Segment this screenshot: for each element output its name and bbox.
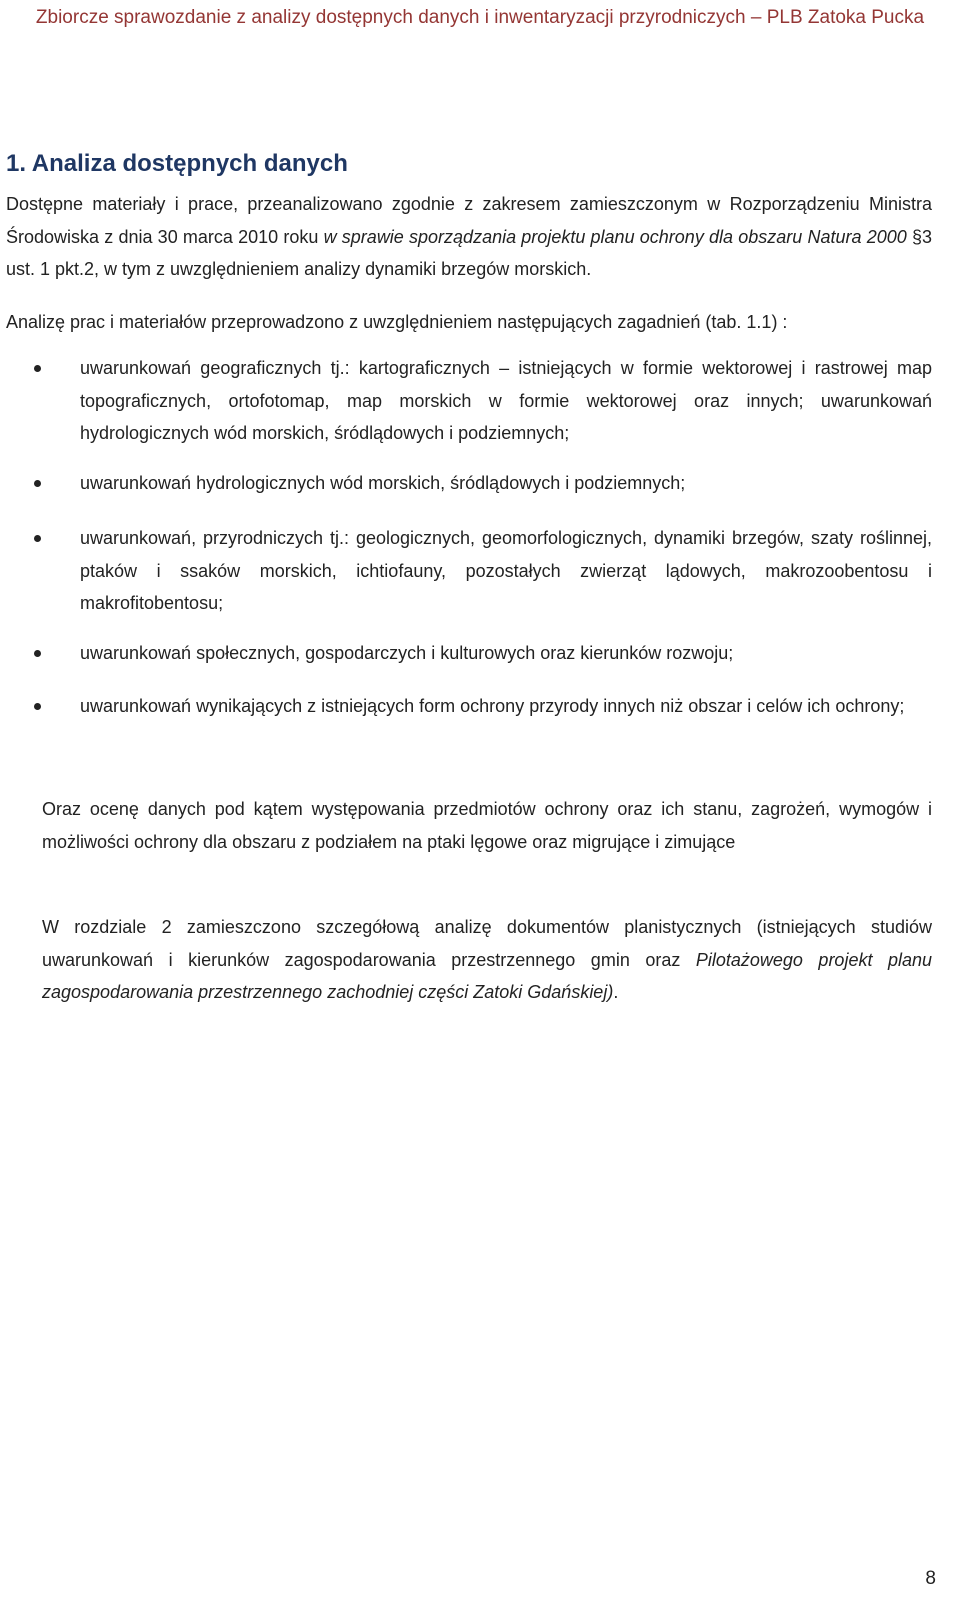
list-item-text: uwarunkowań społecznych, gospodarczych i kulturowych oraz kierunków rozwoju; [80,643,734,663]
list-item-text: uwarunkowań geograficznych tj.: kartograficznych – istniejących w formie wektorowej i rastrowej map topograficznych, ortofotomap, map morskich w formie wektorowej oraz innych; uwarunkowań hydrologicznych wód morskich, śródlądowych i podziemnych; [80,358,932,443]
intro-regulation-title: w sprawie sporządzania projektu planu ochrony dla obszaru Natura 2000 [323,226,907,247]
chapter-text-tail: . [613,982,619,1002]
bullet-icon [34,650,41,657]
bullet-icon [34,480,41,487]
chapter-text: W rozdziale 2 zamieszczono szczegółową analizę dokumentów planistycznych (istniejących studiów uwarunkowań i kierunków zagospodarowania przestrzennego gmin oraz [42,917,932,970]
page-header: Zbiorcze sprawozdanie z analizy dostępnych danych i inwentaryzacji przyrodniczych – PLB Zatoka Pucka [35,7,925,28]
list-item-text: uwarunkowań hydrologicznych wód morskich, śródlądowych i podziemnych; [80,473,686,493]
scope-paragraph: Analizę prac i materiałów przeprowadzono z uwzględnieniem następujących zagadnień (tab. 1.1) : [6,312,788,332]
section-title: 1. Analiza dostępnych danych [6,150,348,177]
intro-text: Dostępne materiały i prace, przeanalizowano zgodnie z zakresem zamieszczonym w Rozporządzeniu Ministra Środowiska z dnia 30 marca 2010 roku [6,194,932,247]
list-item-text: uwarunkowań wynikających z istniejących form ochrony przyrody innych niż obszar i celów ich ochrony; [80,696,905,716]
assessment-paragraph: Oraz ocenę danych pod kątem występowania przedmiotów ochrony oraz ich stanu, zagrożeń, wymogów i możliwości ochrony dla obszaru z podziałem na ptaki lęgowe oraz migrujące i zimujące [42,799,932,852]
intro-paragraph [6,188,932,286]
chapter-project-title: Pilotażowego projekt planu zagospodarowania przestrzennego zachodniej części Zatoki Gdańskiej) [42,949,933,1002]
bullet-icon [34,365,41,372]
intro-text-tail: §3 ust. 1 pkt.2, w tym z uwzględnieniem analizy dynamiki brzegów morskich. [6,226,932,279]
bullet-icon [34,535,41,542]
bullet-icon [34,703,41,710]
page-number: 8 [925,1568,936,1589]
list-item-text: uwarunkowań, przyrodniczych tj.: geologicznych, geomorfologicznych, dynamiki brzegów, szaty roślinnej, ptaków i ssaków morskich, ichtiofauny, pozostałych zwierząt lądowych, makrozoobentosu i makrofitobentosu; [80,528,932,613]
chapter-paragraph [42,911,932,1009]
